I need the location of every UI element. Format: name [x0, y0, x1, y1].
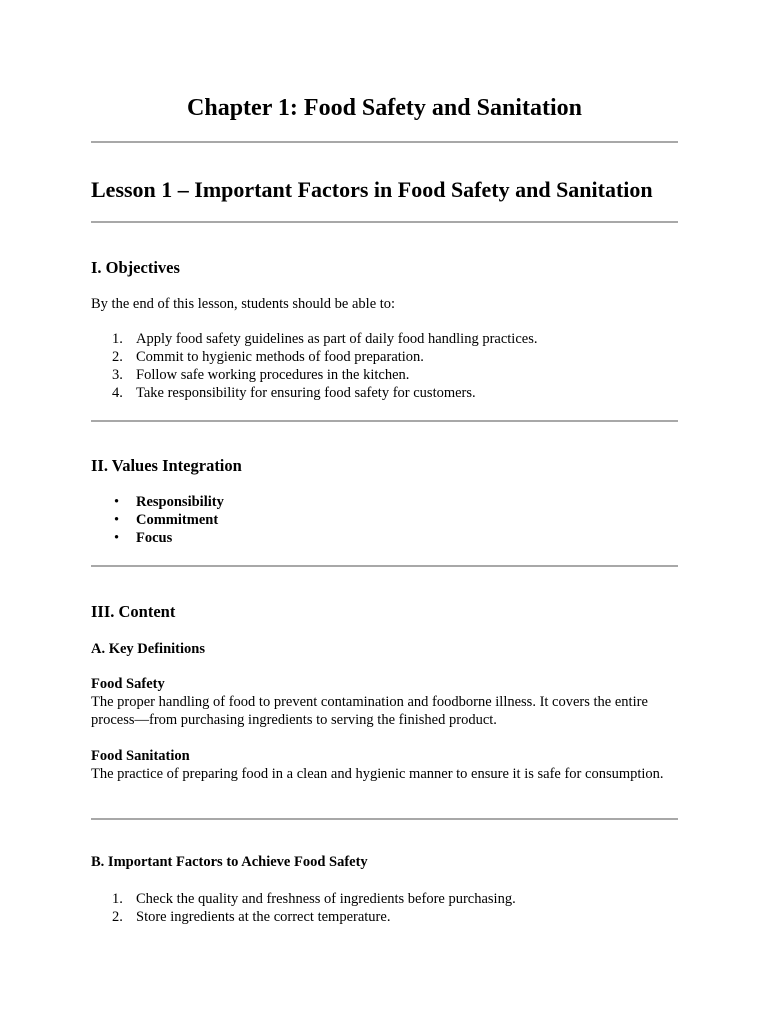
- list-item-text: Take responsibility for ensuring food safety for customers.: [136, 385, 476, 401]
- divider: [91, 818, 678, 820]
- definition-food-sanitation: [91, 747, 681, 783]
- list-item: [91, 348, 537, 366]
- list-number: 1.: [112, 891, 123, 907]
- values-heading: II. Values Integration: [91, 456, 242, 475]
- list-item-text: Check the quality and freshness of ingredients before purchasing.: [136, 891, 516, 907]
- divider: [91, 565, 678, 567]
- list-item-text: Commit to hygienic methods of food preparation.: [136, 349, 424, 365]
- list-number: 1.: [112, 331, 123, 347]
- list-item-text: Commitment: [136, 512, 219, 528]
- bullet-icon: •: [114, 512, 120, 528]
- objectives-heading: I. Objectives: [91, 258, 180, 277]
- chapter-title: Chapter 1: Food Safety and Sanitation: [187, 95, 582, 121]
- content-heading: III. Content: [91, 602, 176, 621]
- list-number: 3.: [112, 367, 123, 383]
- definition-text: The practice of preparing food in a clean and hygienic manner to ensure it is safe for consumption.: [91, 766, 664, 782]
- definitions-heading: A. Key Definitions: [91, 641, 205, 657]
- definition-term: Food Sanitation: [91, 748, 190, 764]
- bullet-icon: •: [114, 494, 120, 510]
- divider: [91, 221, 678, 223]
- factors-list: [91, 890, 516, 926]
- list-item: [91, 529, 224, 547]
- list-item-text: Store ingredients at the correct temperature.: [136, 909, 391, 925]
- list-item: [91, 384, 537, 402]
- factors-heading: B. Important Factors to Achieve Food Safety: [91, 854, 368, 870]
- list-number: 2.: [112, 909, 123, 925]
- list-item-text: Focus: [136, 530, 173, 546]
- list-item-text: Follow safe working procedures in the kitchen.: [136, 367, 410, 383]
- list-item: [91, 908, 516, 926]
- list-item: [91, 890, 516, 908]
- definition-food-safety: [91, 675, 681, 729]
- list-item: [91, 493, 224, 511]
- lesson-title: Lesson 1 – Important Factors in Food Safety and Sanitation: [91, 177, 653, 202]
- list-item: [91, 330, 537, 348]
- definition-text: The proper handling of food to prevent contamination and foodborne illness. It covers the entire process—from purchasing ingredients to serving the finished product.: [91, 694, 648, 728]
- values-list: [91, 493, 224, 547]
- list-item: [91, 511, 224, 529]
- bullet-icon: •: [114, 530, 120, 546]
- list-number: 2.: [112, 349, 123, 365]
- objectives-list: [91, 330, 537, 402]
- list-item-text: Apply food safety guidelines as part of daily food handling practices.: [136, 331, 538, 347]
- divider: [91, 420, 678, 422]
- list-number: 4.: [112, 385, 123, 401]
- objectives-intro: By the end of this lesson, students should be able to:: [91, 296, 396, 312]
- list-item-text: Responsibility: [136, 494, 224, 510]
- divider: [91, 141, 678, 143]
- list-item: [91, 366, 537, 384]
- definition-term: Food Safety: [91, 676, 165, 692]
